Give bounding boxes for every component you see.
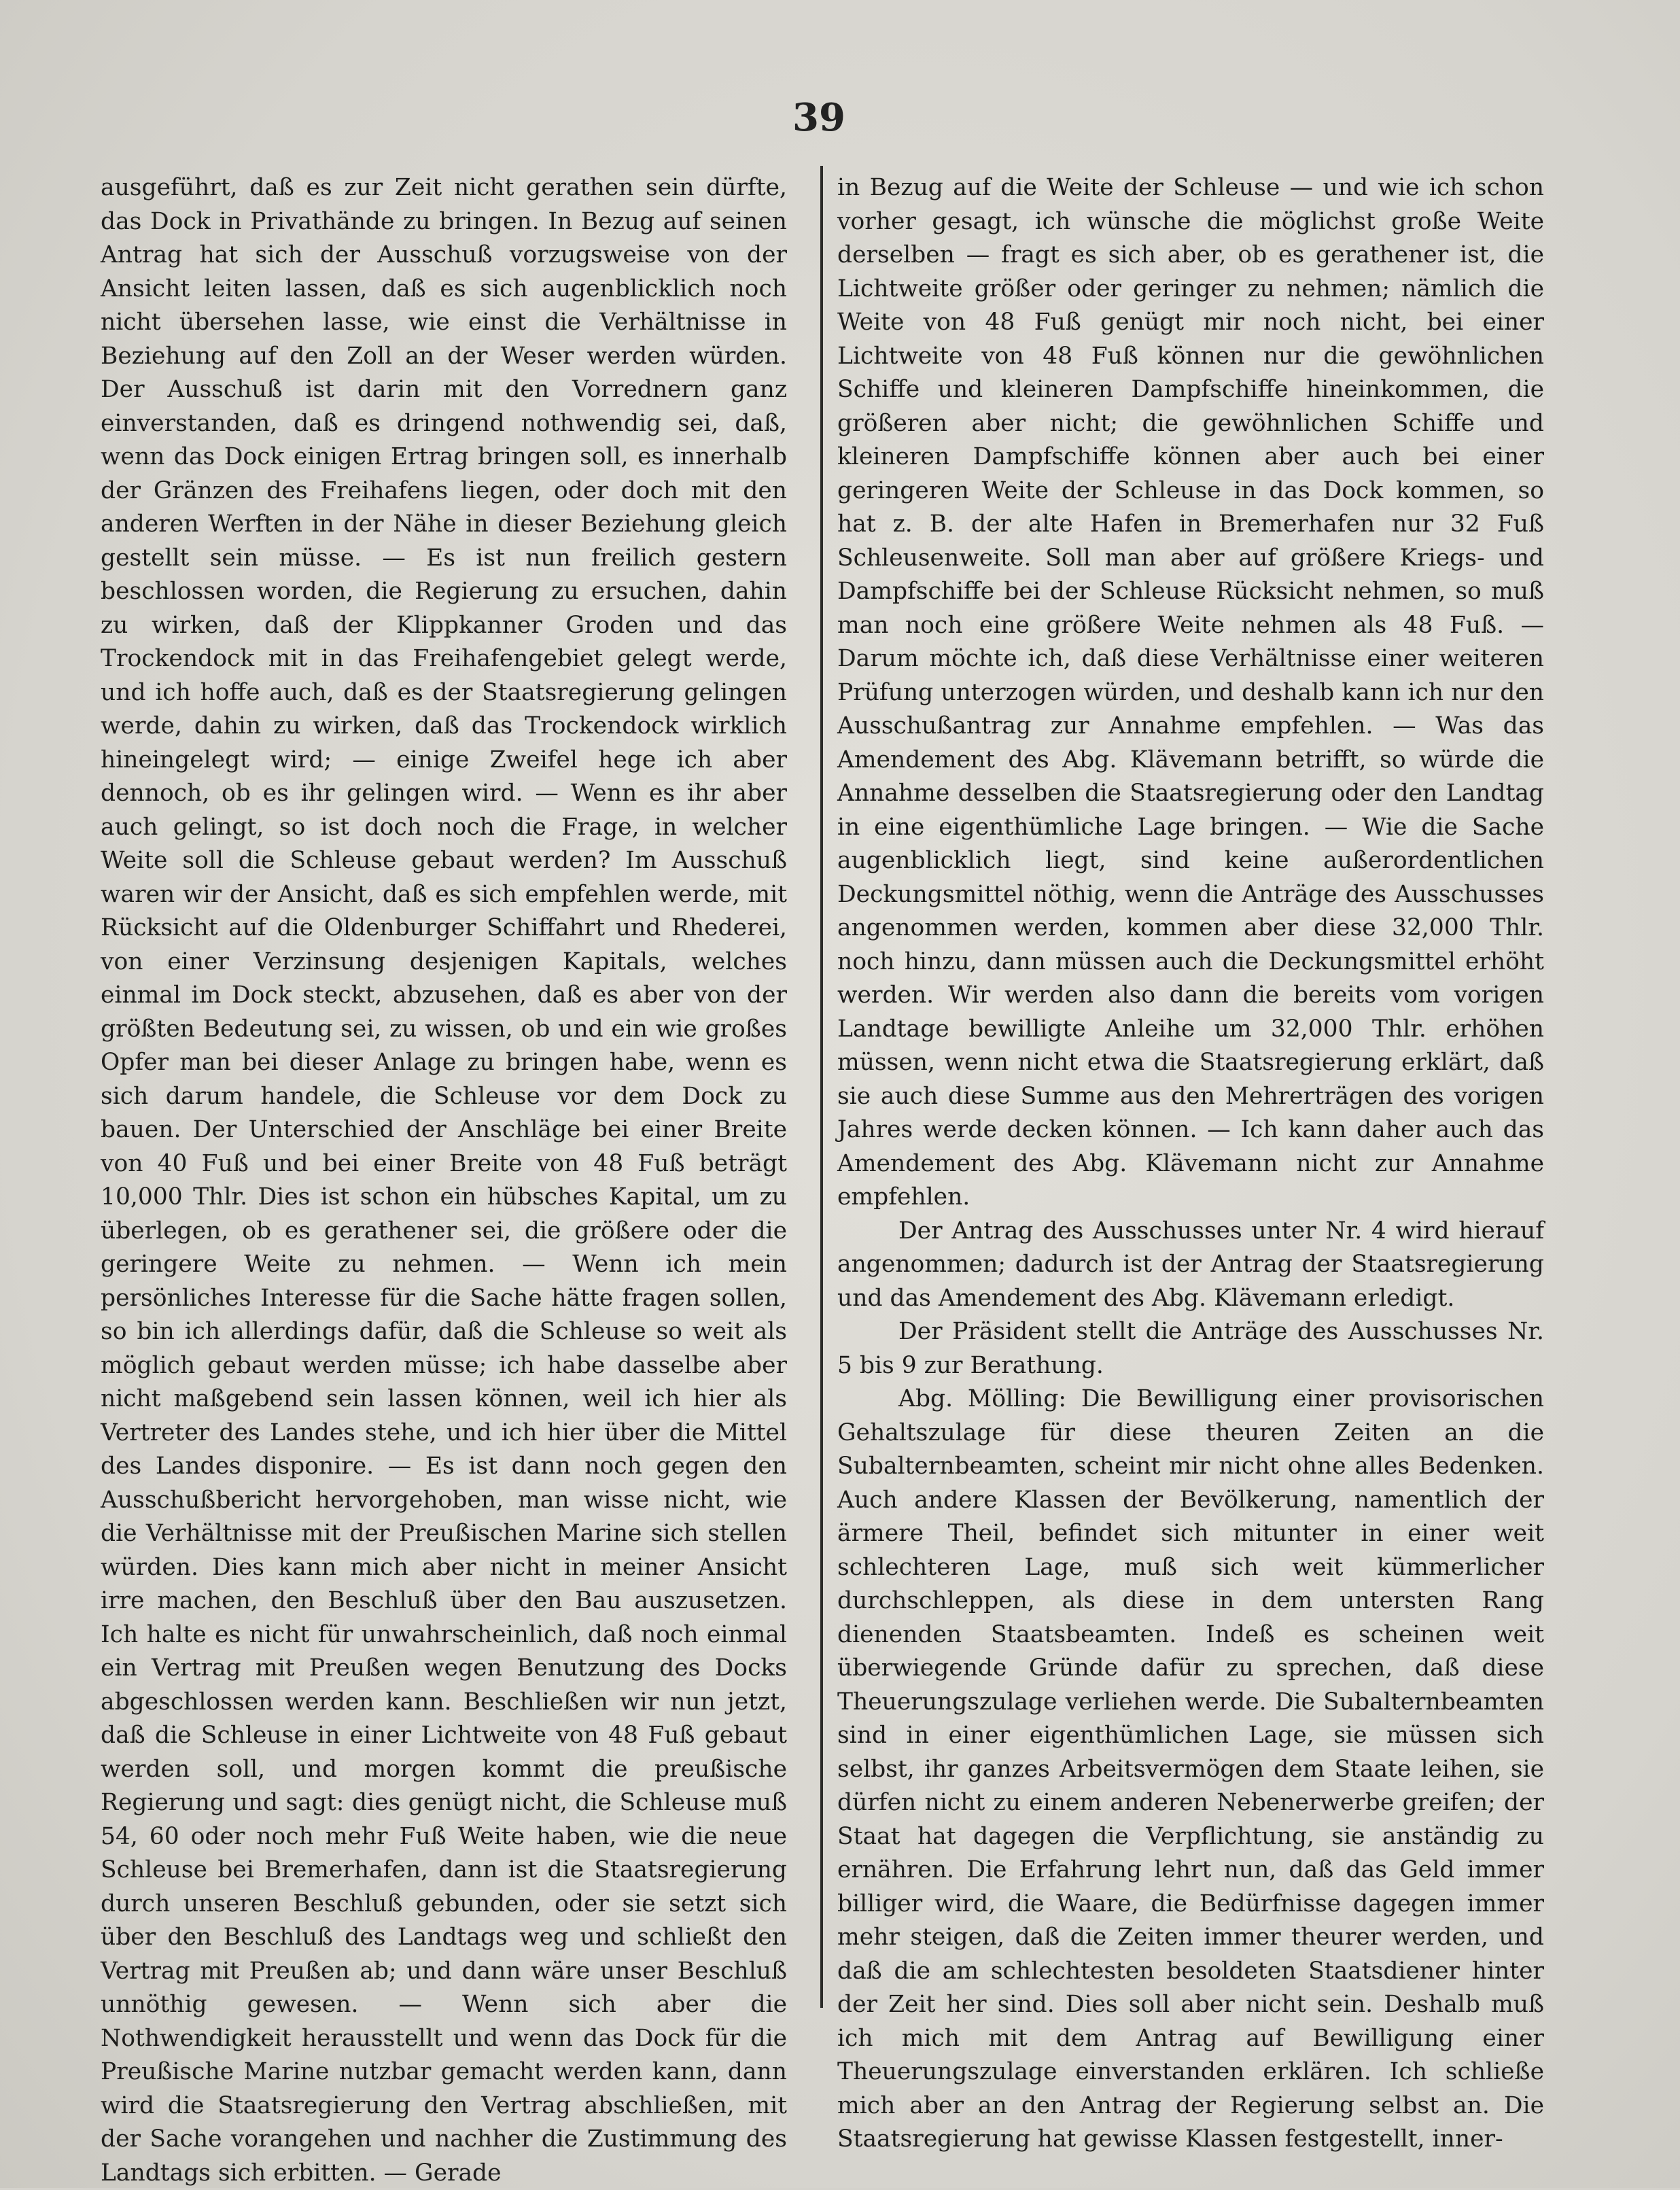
page-number: 39 xyxy=(792,95,845,140)
column-divider xyxy=(820,166,823,2008)
left-column xyxy=(101,171,787,2187)
right-paragraph-2: Der Antrag des Ausschusses unter Nr. 4 wird hierauf angenommen; dadurch ist der Antrag der Staatsregierung und das Amendement des Abg. Klävemann erledigt. xyxy=(837,1217,1544,1312)
right-paragraph-4: Abg. Mölling: Die Bewilligung einer provisorischen Gehaltszulage für diese theuren Zeiten an die Subalternbeamten, scheint mir nicht ohne alles Bedenken. Auch andere Klassen der Bevölkerung, namentlich der ärmere Theil, befindet sich mitunter in einer weit schlechteren Lage, muß sich weit kümmerlicher durchschleppen, als diese in dem untersten Rang dienenden Staatsbeamten. Indeß es scheinen weit überwiegende Gründe dafür zu sprechen, daß diese Theuerungszulage verliehen werde. Die Subalternbeamten sind in einer eigenthümlichen Lage, sie müssen sich selbst, ihr ganzes Arbeitsvermögen dem Staate leihen, sie dürfen nicht zu einem anderen Nebenerwerbe greifen; der Staat hat dagegen die Verpflichtung, sie anständig zu ernähren. Die Erfahrung lehrt nun, daß das Geld immer billiger wird, die Waare, die Bedürfnisse dagegen immer mehr steigen, daß die Zeiten immer theurer werden, und daß die am schlechtesten besoldeten Staatsdiener hinter der Zeit her sind. Dies soll aber nicht sein. Deshalb muß ich mich mit dem Antrag auf Bewilligung einer Theuerungszulage einverstanden erklären. Ich schließe mich aber an den Antrag der Regierung selbst an. Die Staatsregierung hat gewisse Klassen festgestellt, inner- xyxy=(837,1385,1544,2153)
right-column xyxy=(837,171,1544,2153)
left-paragraph-1: ausgeführt, daß es zur Zeit nicht gerathen sein dürfte, das Dock in Privathände zu bringen. In Bezug auf seinen Antrag hat sich der Ausschuß vorzugsweise von der Ansicht leiten lassen, daß es sich augenblicklich noch nicht übersehen lasse, wie einst die Verhältnisse in Beziehung auf den Zoll an der Weser werden würden. Der Ausschuß ist darin mit den Vorrednern ganz einverstanden, daß es dringend nothwendig sei, daß, wenn das Dock einigen Ertrag bringen soll, es innerhalb der Gränzen des Freihafens liegen, oder doch mit den anderen Werften in der Nähe in dieser Beziehung gleich gestellt sein müsse. — Es ist nun freilich gestern beschlossen worden, die Regierung zu ersuchen, dahin zu wirken, daß der Klippkanner Groden und das Trockendock mit in das Freihafengebiet gelegt werde, und ich hoffe auch, daß es der Staatsregierung gelingen werde, dahin zu wirken, daß das Trockendock wirklich hineingelegt wird; — einige Zweifel hege ich aber dennoch, ob es ihr gelingen wird. — Wenn es ihr aber auch gelingt, so ist doch noch die Frage, in welcher Weite soll die Schleuse gebaut werden? Im Ausschuß waren wir der Ansicht, daß es sich empfehlen werde, mit Rücksicht auf die Oldenburger Schiffahrt und Rhederei, von einer Verzinsung desjenigen Kapitals, welches einmal im Dock steckt, abzusehen, daß es aber von der größten Bedeutung sei, zu wissen, ob und ein wie großes Opfer man bei dieser Anlage zu bringen habe, wenn es sich darum handele, die Schleuse vor dem Dock zu bauen. Der Unterschied der Anschläge bei einer Breite von 40 Fuß und bei einer Breite von 48 Fuß beträgt 10,000 Thlr. Dies ist schon ein hübsches Kapital, um zu überlegen, ob es gerathener sei, die größere oder die geringere Weite zu nehmen. — Wenn ich mein persönliches Interesse für die Sache hätte fragen sollen, so bin ich allerdings dafür, daß die Schleuse so weit als möglich gebaut werden müsse; ich habe dasselbe aber nicht maßgebend sein lassen können, weil ich hier als Vertreter des Landes stehe, und ich hier über die Mittel des Landes disponire. — Es ist dann noch gegen den Ausschußbericht hervorgehoben, man wisse nicht, wie die Verhältnisse mit der Preußischen Marine sich stellen würden. Dies kann mich aber nicht in meiner Ansicht irre machen, den Beschluß über den Bau auszusetzen. Ich halte es nicht für unwahrscheinlich, daß noch einmal ein Vertrag mit Preußen wegen Benutzung des Docks abgeschlossen werden kann. Beschließen wir nun jetzt, daß die Schleuse in einer Lichtweite von 48 Fuß gebaut werden soll, und morgen kommt die preußische Regierung und sagt: dies genügt nicht, die Schleuse muß 54, 60 oder noch mehr Fuß Weite haben, wie die neue Schleuse bei Bremerhafen, dann ist die Staatsregierung durch unseren Beschluß gebunden, oder sie setzt sich über den Beschluß des Landtags weg und schließt den Vertrag mit Preußen ab; und dann wäre unser Beschluß unnöthig gewesen. — Wenn sich aber die Nothwendigkeit herausstellt und wenn das Dock für die Preußische Marine nutzbar gemacht werden kann, dann wird die Staatsregierung den Vertrag abschließen, mit der Sache vorangehen und nachher die Zustimmung des Landtags sich erbitten. — Gerade xyxy=(101,174,787,2187)
right-paragraph-3: Der Präsident stellt die Anträge des Ausschusses Nr. 5 bis 9 zur Berathung. xyxy=(837,1318,1544,1379)
right-paragraph-1: in Bezug auf die Weite der Schleuse — und wie ich schon vorher gesagt, ich wünsche die möglichst große Weite derselben — fragt es sich aber, ob es gerathener ist, die Lichtweite größer oder geringer zu nehmen; nämlich die Weite von 48 Fuß genügt mir noch nicht, bei einer Lichtweite von 48 Fuß können nur die gewöhnlichen Schiffe und kleineren Dampfschiffe hineinkommen, die größeren aber nicht; die gewöhnlichen Schiffe und kleineren Dampfschiffe können aber auch bei einer geringeren Weite der Schleuse in das Dock kommen, so hat z. B. der alte Hafen in Bremerhafen nur 32 Fuß Schleusenweite. Soll man aber auf größere Kriegs- und Dampfschiffe bei der Schleuse Rücksicht nehmen, so muß man noch eine größere Weite nehmen als 48 Fuß. — Darum möchte ich, daß diese Verhältnisse einer weiteren Prüfung unterzogen würden, und deshalb kann ich nur den Ausschußantrag zur Annahme empfehlen. — Was das Amendement des Abg. Klävemann betrifft, so würde die Annahme desselben die Staatsregierung oder den Landtag in eine eigenthümliche Lage bringen. — Wie die Sache augenblicklich liegt, sind keine außerordentlichen Deckungsmittel nöthig, wenn die Anträge des Ausschusses angenommen werden, kommen aber diese 32,000 Thlr. noch hinzu, dann müssen auch die Deckungsmittel erhöht werden. Wir werden also dann die bereits vom vorigen Landtage bewilligte Anleihe um 32,000 Thlr. erhöhen müssen, wenn nicht etwa die Staatsregierung erklärt, daß sie auch diese Summe aus den Mehrerträgen des vorigen Jahres werde decken können. — Ich kann daher auch das Amendement des Abg. Klävemann nicht zur Annahme empfehlen. xyxy=(837,174,1544,1211)
